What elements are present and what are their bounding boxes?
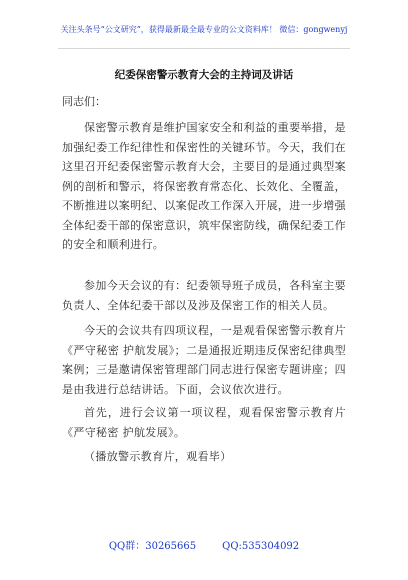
paragraph-attendees xyxy=(62,276,346,315)
paragraph-text: （播放警示教育片，观看毕） xyxy=(84,450,232,463)
document-title: 纪委保密警示教育大会的主持词及讲话 xyxy=(114,69,294,81)
paragraph-text: 今天的会议共有四项议程，一是观看保密警示教育片《严守秘密 护航发展》；二是通报近期违反保密纪律典型案例；三是邀请保密管理部门同志进行保密专题讲座；四是由我进行总结讲话。下面，会议依次进行。 xyxy=(62,324,346,396)
paragraph-stage-note xyxy=(62,447,346,467)
paragraph-agenda xyxy=(62,321,346,399)
salutation: 同志们： xyxy=(62,95,106,108)
paragraph-text: 保密警示教育是维护国家安全和利益的重要举措，是加强纪委工作纪律性和保密性的关键环节。今天，我们在这里召开纪委保密警示教育大会，主要目的是通过典型案例的剖析和警示，将保密教育常态化、长效化、全覆盖，不断推进以案明纪、以案促改工作深入开展，进一步增强全体纪委干部的保密意识，筑牢保密防线，确保纪委工作的安全和顺利进行。 xyxy=(62,121,346,251)
paragraph-first-item xyxy=(62,403,346,442)
footer-contact xyxy=(0,537,408,552)
paragraph-text: 首先，进行会议第一项议程，观看保密警示教育片《严守秘密 护航发展》。 xyxy=(62,406,346,439)
paragraph-intro xyxy=(62,118,346,255)
paragraph-text: 参加今天会议的有：纪委领导班子成员，各科室主要负责人、全体纪委干部以及涉及保密工作的相关人员。 xyxy=(62,279,346,312)
footer-qq-group[interactable]: QQ群：30265665 xyxy=(108,541,197,552)
header-banner[interactable]: 关注头条号“公文研究”，获得最新最全最专业的公文资料库！ 微信：gongwenyj xyxy=(60,25,348,34)
header-divider xyxy=(58,48,350,49)
footer-qq[interactable]: QQ:535304092 xyxy=(222,541,300,552)
